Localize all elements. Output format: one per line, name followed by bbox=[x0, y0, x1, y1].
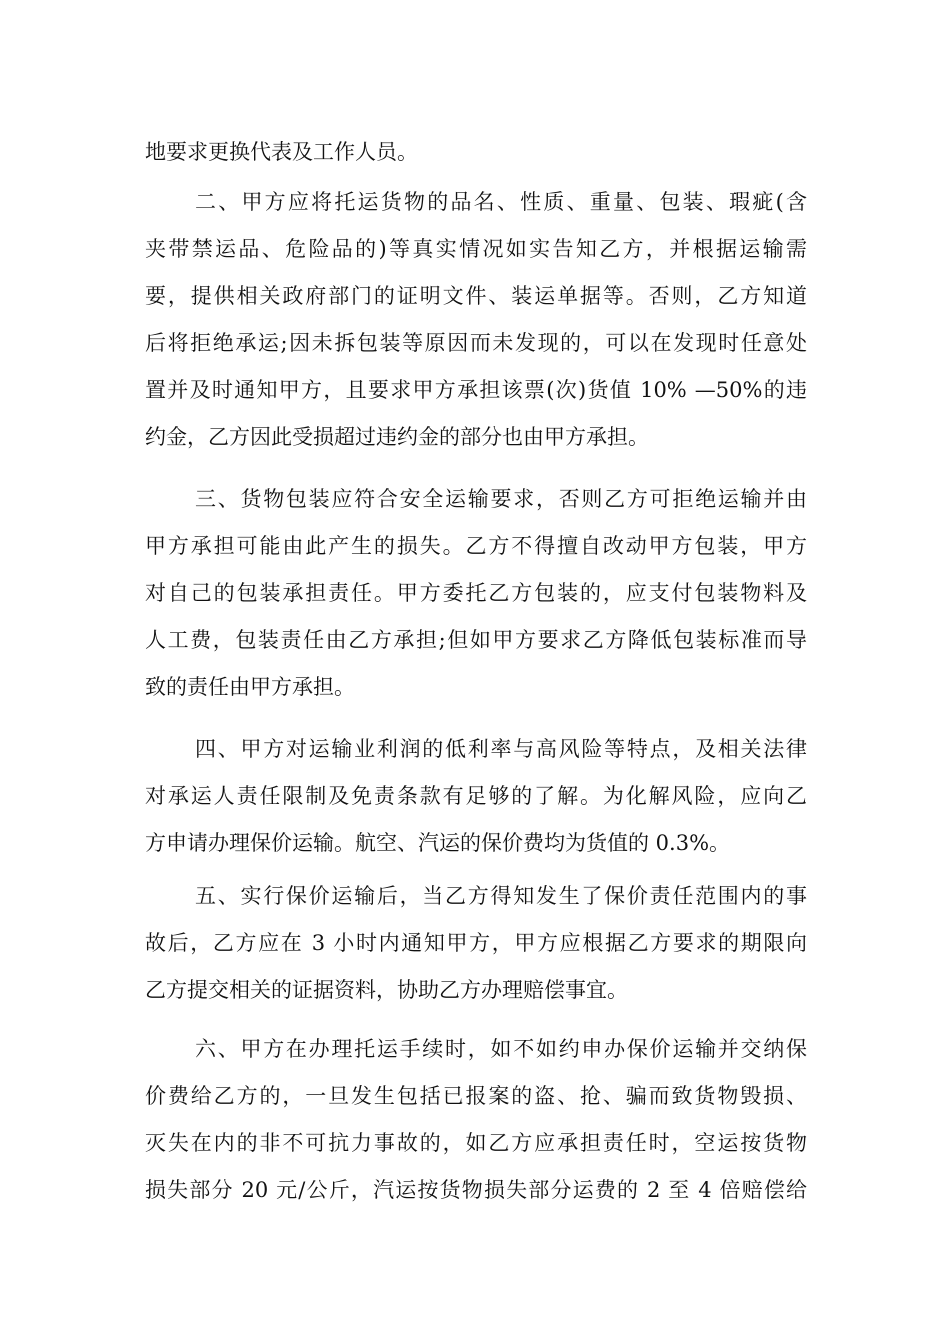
text-line: 对承运人责任限制及免责条款有足够的了解。为化解风险，应向乙 bbox=[145, 784, 807, 808]
text-line: 二、甲方应将托运货物的品名、性质、重量、包装、瑕疵(含 bbox=[195, 190, 807, 214]
text-line: 三、货物包装应符合安全运输要求，否则乙方可拒绝运输并由 bbox=[195, 487, 807, 511]
text-line: 灭失在内的非不可抗力事故的，如乙方应承担责任时，空运按货物 bbox=[145, 1131, 807, 1155]
text-line: 要，提供相关政府部门的证明文件、装运单据等。否则，乙方知道 bbox=[145, 284, 807, 308]
text-line: 乙方提交相关的证据资料，协助乙方办理赔偿事宜。 bbox=[145, 978, 628, 1002]
text-line: 损失部分 20 元/公斤，汽运按货物损失部分运费的 2 至 4 倍赔偿给 bbox=[145, 1178, 807, 1202]
text-line: 故后，乙方应在 3 小时内通知甲方，甲方应根据乙方要求的期限向 bbox=[145, 931, 807, 955]
text-line: 夹带禁运品、危险品的)等真实情况如实告知乙方，并根据运输需 bbox=[145, 237, 807, 261]
text-line: 约金，乙方因此受损超过违约金的部分也由甲方承担。 bbox=[145, 425, 649, 449]
text-line: 六、甲方在办理托运手续时，如不如约申办保价运输并交纳保 bbox=[195, 1037, 807, 1061]
text-line: 后将拒绝承运;因未拆包装等原因而未发现的，可以在发现时任意处 bbox=[145, 331, 807, 355]
text-line: 方申请办理保价运输。航空、汽运的保价费均为货值的 0.3%。 bbox=[145, 831, 731, 855]
text-line: 致的责任由甲方承担。 bbox=[145, 675, 355, 699]
text-line: 地要求更换代表及工作人员。 bbox=[145, 140, 418, 164]
text-line: 置并及时通知甲方，且要求甲方承担该票(次)货值 10% —50%的违 bbox=[145, 378, 807, 402]
text-line: 四、甲方对运输业利润的低利率与高风险等特点，及相关法律 bbox=[195, 737, 807, 761]
text-line: 甲方承担可能由此产生的损失。乙方不得擅自改动甲方包装，甲方 bbox=[145, 534, 807, 558]
text-line: 对自己的包装承担责任。甲方委托乙方包装的，应支付包装物料及 bbox=[145, 581, 807, 605]
text-line: 价费给乙方的，一旦发生包括已报案的盗、抢、骗而致货物毁损、 bbox=[145, 1084, 807, 1108]
text-line: 人工费，包装责任由乙方承担;但如甲方要求乙方降低包装标准而导 bbox=[145, 628, 807, 652]
text-line: 五、实行保价运输后，当乙方得知发生了保价责任范围内的事 bbox=[195, 884, 807, 908]
